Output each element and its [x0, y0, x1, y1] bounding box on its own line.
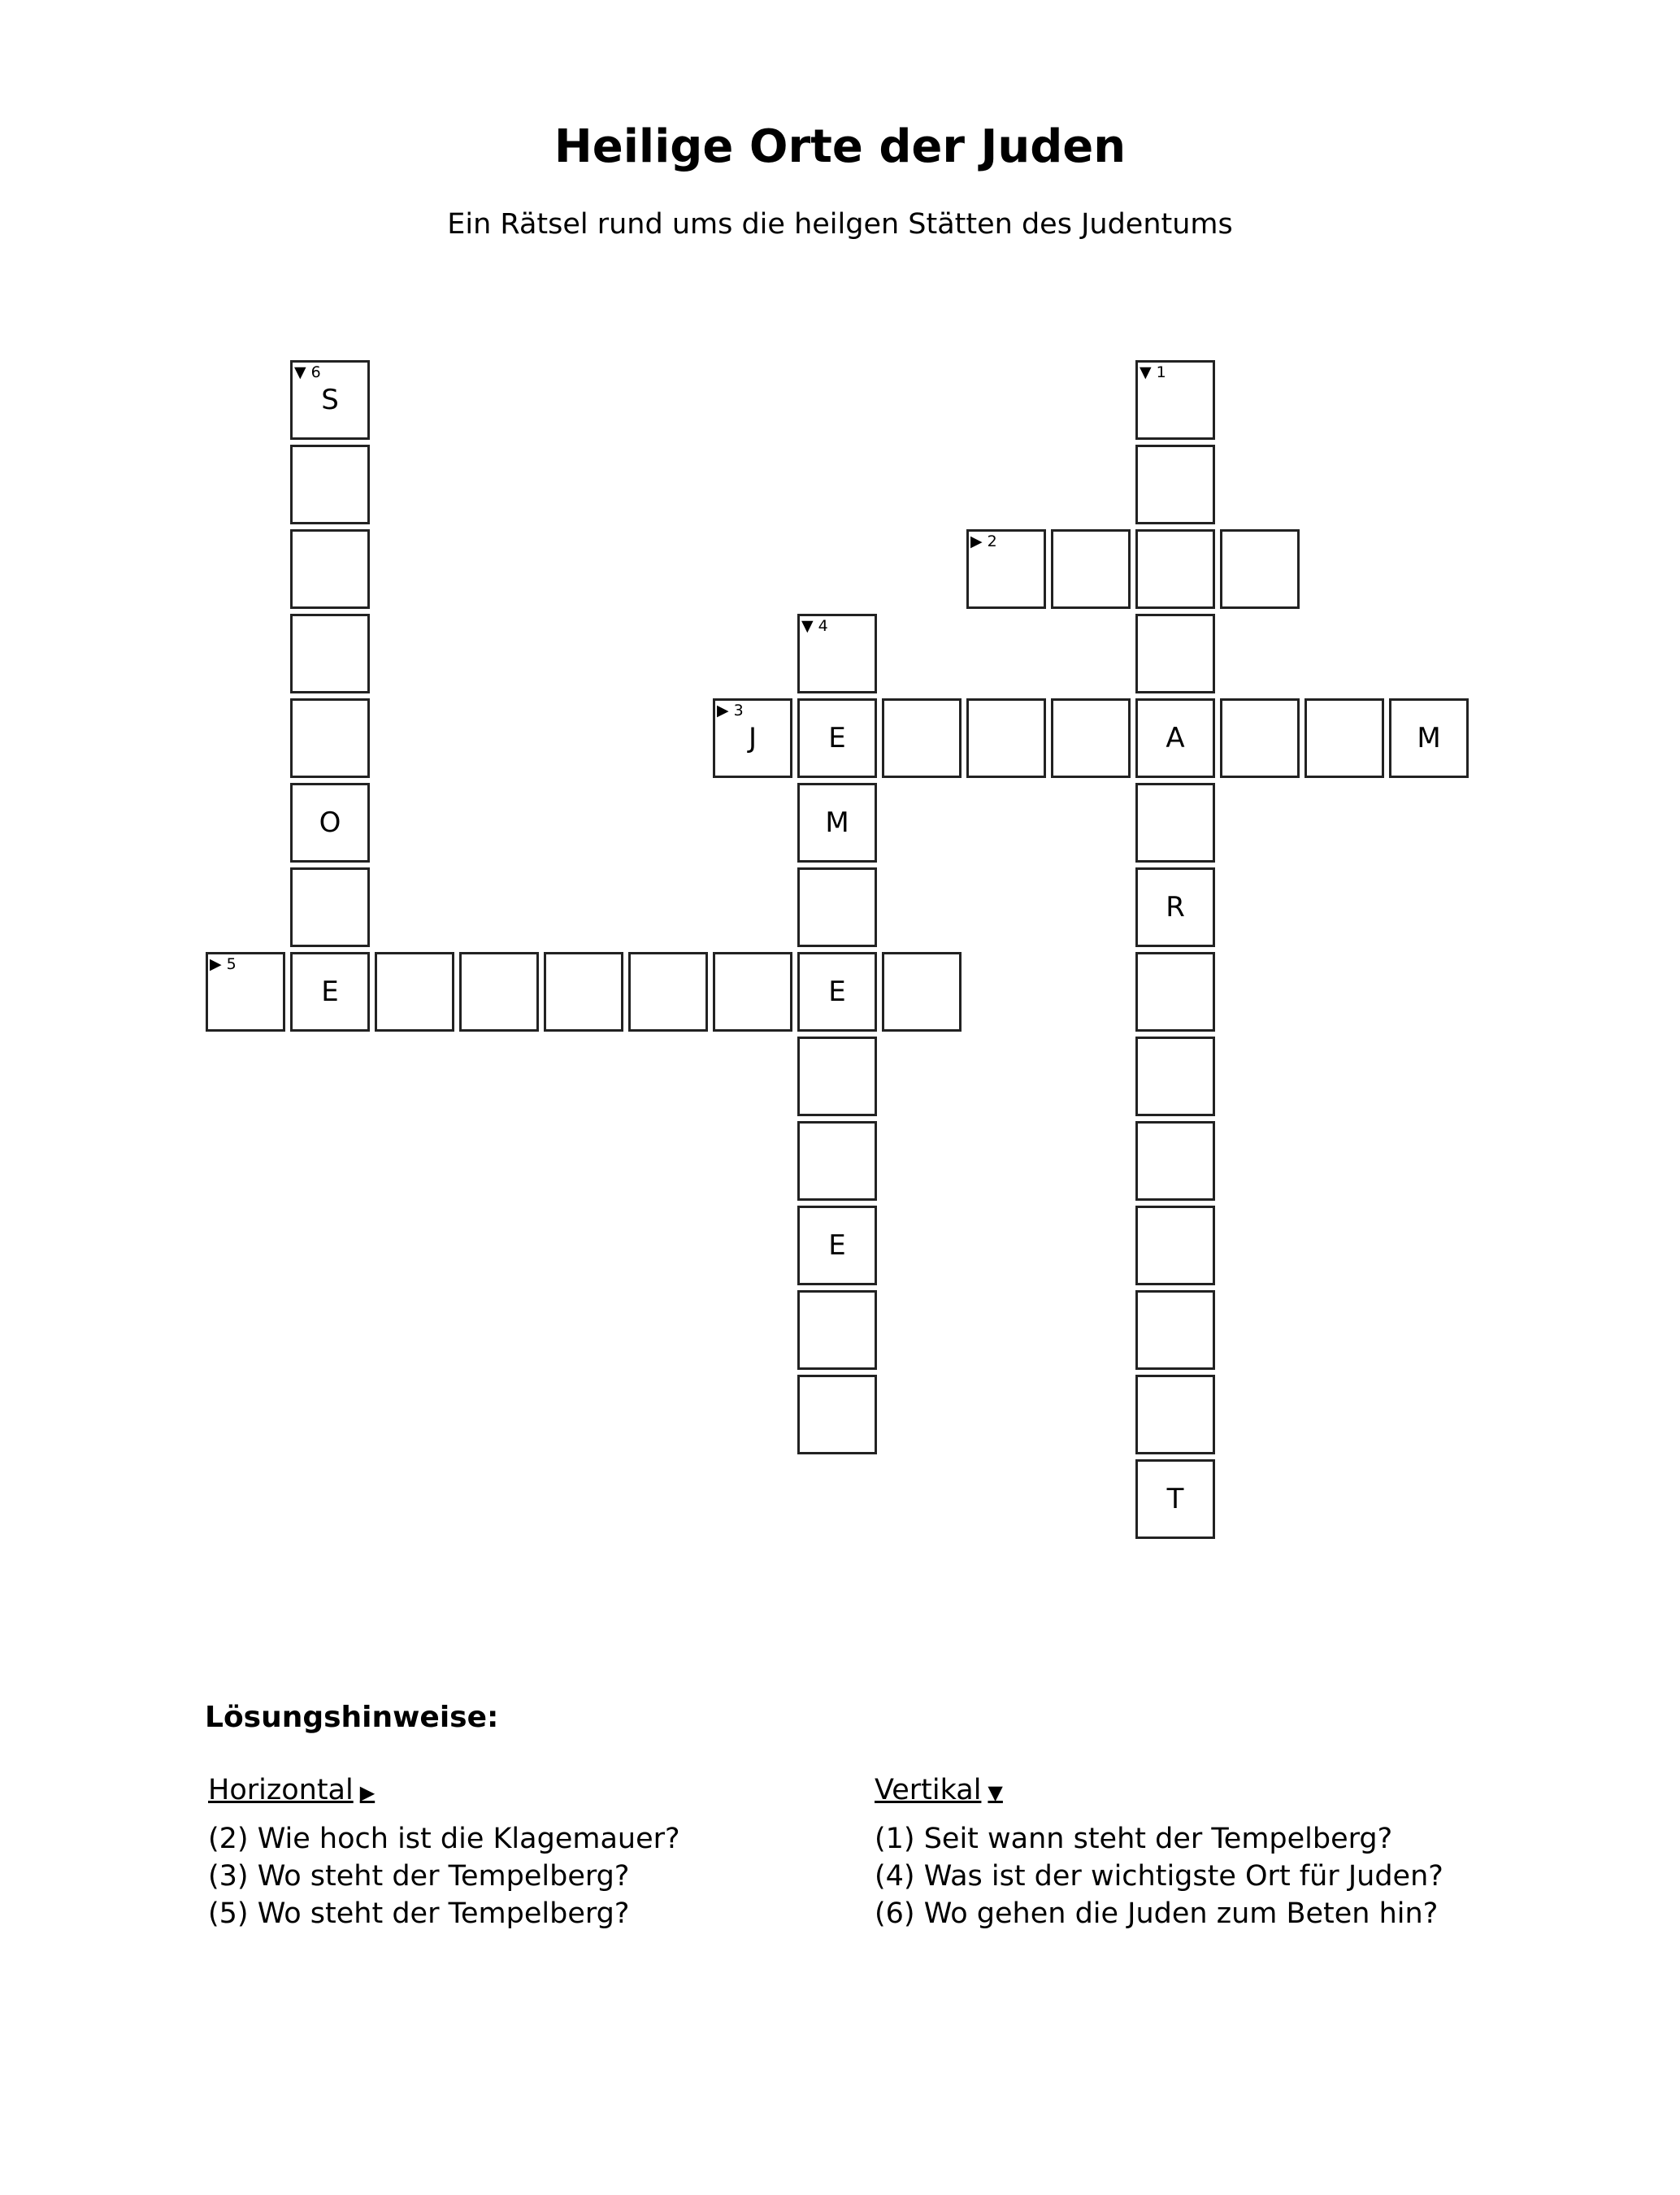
crossword-cell[interactable] — [1220, 698, 1300, 778]
clue-number-text: 2 — [987, 532, 997, 550]
cell-letter: M — [1417, 722, 1441, 754]
clue-number — [294, 363, 321, 381]
crossword-cell[interactable] — [1135, 614, 1215, 693]
cell-letter: T — [1166, 1483, 1184, 1515]
crossword-cell[interactable] — [1220, 529, 1300, 609]
crossword-cell[interactable] — [290, 867, 370, 947]
crossword-cell[interactable] — [1051, 529, 1131, 609]
vertical-clues — [875, 1772, 1525, 1932]
crossword-cell[interactable] — [797, 698, 877, 778]
crossword-cell[interactable] — [713, 952, 792, 1032]
crossword-cell[interactable] — [459, 952, 539, 1032]
crossword-cell[interactable] — [1135, 1290, 1215, 1370]
vertical-heading — [875, 1772, 1525, 1810]
down-arrow-icon: ▼ — [294, 363, 306, 381]
crossword-cell[interactable] — [966, 698, 1046, 778]
clue-number-text: 4 — [818, 617, 828, 635]
crossword-cell[interactable] — [1135, 783, 1215, 863]
crossword-cell[interactable] — [882, 698, 962, 778]
page-title: Heilige Orte der Juden — [553, 120, 1127, 173]
crossword-cell[interactable] — [797, 1121, 877, 1201]
crossword-cell[interactable] — [290, 952, 370, 1032]
horizontal-heading-label: Horizontal — [208, 1774, 354, 1806]
cell-letter: S — [321, 384, 339, 416]
crossword-cell[interactable] — [1135, 445, 1215, 524]
clue-number — [717, 702, 744, 719]
cell-letter: E — [828, 1229, 846, 1262]
crossword-cell[interactable] — [1051, 698, 1131, 778]
clue-horizontal-5: (5) Wo steht der Tempelberg? — [208, 1897, 630, 1930]
crossword-cell[interactable] — [1135, 1037, 1215, 1116]
crossword-cell[interactable] — [1135, 1206, 1215, 1285]
clue-number — [970, 532, 997, 550]
crossword-cell[interactable] — [290, 614, 370, 693]
clue-horizontal-3: (3) Wo steht der Tempelberg? — [208, 1860, 630, 1893]
crossword-cell[interactable] — [1389, 698, 1469, 778]
clue-horizontal-2: (2) Wie hoch ist die Klagemauer? — [208, 1823, 680, 1855]
clue-number-text: 3 — [733, 702, 744, 719]
cell-letter: E — [828, 976, 846, 1008]
crossword-cell[interactable] — [290, 698, 370, 778]
crossword-cell[interactable] — [290, 783, 370, 863]
crossword-cell[interactable] — [1135, 1375, 1215, 1454]
cell-letter: O — [319, 806, 341, 839]
horizontal-clues — [208, 1772, 858, 1932]
cell-letter: R — [1166, 891, 1185, 924]
crossword-cell[interactable] — [882, 952, 962, 1032]
cell-letter: J — [748, 722, 758, 754]
right-arrow-icon: ▶ — [717, 702, 729, 719]
crossword-cell[interactable] — [290, 445, 370, 524]
horizontal-arrow-icon: ▶ — [359, 1781, 376, 1804]
crossword-cell[interactable] — [797, 952, 877, 1032]
crossword-cell[interactable] — [966, 529, 1046, 609]
down-arrow-icon: ▼ — [1140, 363, 1152, 381]
cell-letter: M — [825, 806, 849, 839]
cell-letter: A — [1166, 722, 1185, 754]
crossword-cell[interactable] — [797, 614, 877, 693]
clue-number-text: 5 — [226, 955, 237, 973]
crossword-cell[interactable] — [290, 529, 370, 609]
cell-letter: E — [321, 976, 339, 1008]
crossword-cell[interactable] — [797, 1037, 877, 1116]
clue-number-text: 1 — [1156, 363, 1166, 381]
crossword-cell[interactable] — [628, 952, 708, 1032]
crossword-cell[interactable] — [797, 867, 877, 947]
crossword-cell[interactable] — [544, 952, 623, 1032]
page-subtitle: Ein Rätsel rund ums die heilgen Stätten des Judentums — [447, 208, 1233, 241]
crossword-cell[interactable] — [1304, 698, 1384, 778]
cell-letter: E — [828, 722, 846, 754]
crossword-cell[interactable] — [1135, 529, 1215, 609]
crossword-cell[interactable] — [797, 783, 877, 863]
crossword-cell[interactable] — [1135, 360, 1215, 440]
crossword-cell[interactable] — [290, 360, 370, 440]
clue-number-text: 6 — [310, 363, 321, 381]
down-arrow-icon: ▼ — [801, 617, 814, 635]
crossword-cell[interactable] — [1135, 1459, 1215, 1539]
clue-number — [801, 617, 828, 635]
hints-heading: Lösungshinweise: — [205, 1701, 499, 1734]
horizontal-heading — [208, 1772, 858, 1810]
crossword-cell[interactable] — [713, 698, 792, 778]
clue-vertical-1: (1) Seit wann steht der Tempelberg? — [875, 1823, 1393, 1855]
crossword-cell[interactable] — [1135, 867, 1215, 947]
vertical-arrow-icon: ▼ — [988, 1781, 1003, 1804]
clue-vertical-6: (6) Wo gehen die Juden zum Beten hin? — [875, 1897, 1439, 1930]
crossword-cell[interactable] — [797, 1206, 877, 1285]
right-arrow-icon: ▶ — [210, 955, 222, 973]
crossword-cell[interactable] — [797, 1375, 877, 1454]
clue-vertical-4: (4) Was ist der wichtigste Ort für Juden? — [875, 1860, 1443, 1893]
vertical-heading-label: Vertikal — [875, 1774, 982, 1806]
clue-number — [1140, 363, 1166, 381]
right-arrow-icon: ▶ — [970, 532, 983, 550]
clue-number — [210, 955, 237, 973]
crossword-cell[interactable] — [206, 952, 285, 1032]
crossword-cell[interactable] — [1135, 952, 1215, 1032]
crossword-cell[interactable] — [375, 952, 454, 1032]
crossword-cell[interactable] — [1135, 1121, 1215, 1201]
crossword-cell[interactable] — [797, 1290, 877, 1370]
crossword-cell[interactable] — [1135, 698, 1215, 778]
